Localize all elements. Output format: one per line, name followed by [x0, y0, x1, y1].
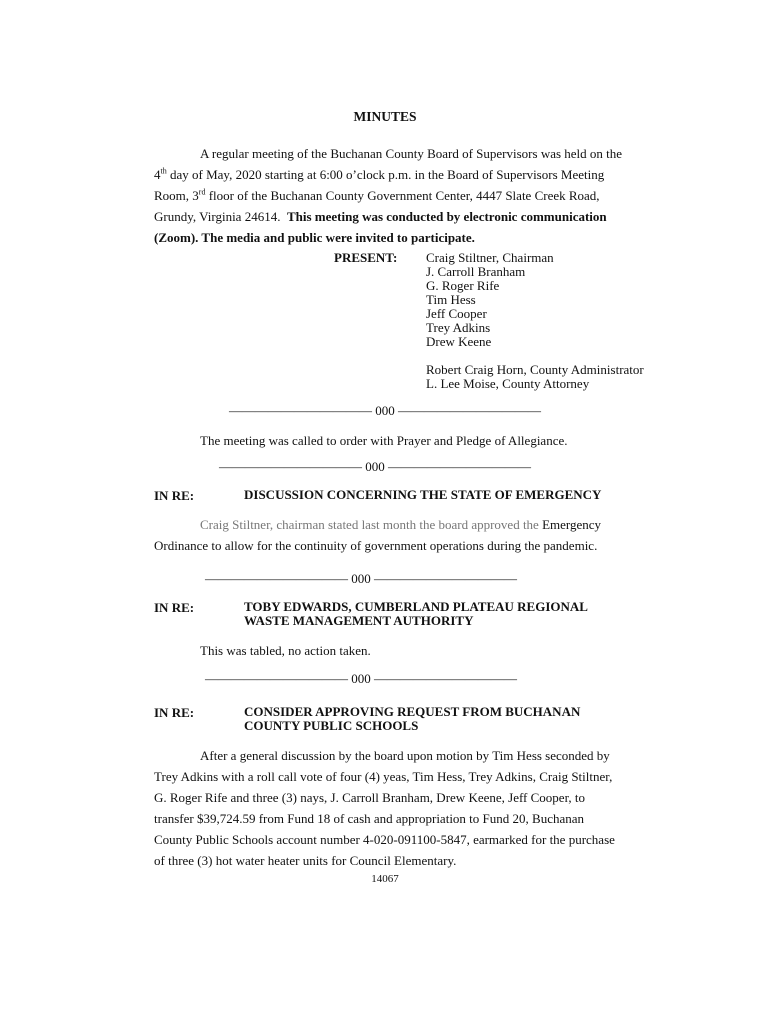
item-heading: [244, 600, 684, 628]
call-to-order-text: The meeting was called to order with Prayer and Pledge of Allegiance.: [200, 433, 568, 448]
section-separator: ——————————— 000 ———————————: [229, 403, 541, 418]
present-staff: Robert Craig Horn, County Administrator: [426, 362, 644, 377]
section-separator: ——————————— 000 ———————————: [205, 671, 517, 686]
item-body-line: County Public Schools account number 4-020-091100-5847, earmarked for the purchase: [154, 832, 615, 847]
section-separator: ——————————— 000 ———————————: [205, 571, 517, 586]
present-members-list: [426, 251, 554, 349]
intro-line-5: (Zoom). The media and public were invited to participate.: [154, 230, 475, 245]
item-body-text: Craig Stiltner, chairman stated last month the board approved the: [200, 517, 543, 532]
item-body: [154, 745, 692, 871]
intro-day: 4: [154, 167, 161, 182]
item-body-line: of three (3) hot water heater units for Council Elementary.: [154, 853, 457, 868]
item-heading-line: CONSIDER APPROVING REQUEST FROM BUCHANAN: [244, 704, 581, 719]
present-staff-list: [426, 363, 644, 391]
present-member: G. Roger Rife: [426, 278, 500, 293]
present-member: Jeff Cooper: [426, 306, 487, 321]
item-body-line: transfer $39,724.59 from Fund 18 of cash and appropriation to Fund 20, Buchanan: [154, 811, 585, 826]
intro-paragraph: [154, 143, 692, 248]
intro-floor-suffix: rd: [198, 187, 206, 197]
item-heading-line: WASTE MANAGEMENT AUTHORITY: [244, 613, 474, 628]
item-body-line: After a general discussion by the board upon motion by Tim Hess seconded by: [200, 748, 610, 763]
item-body-line: Trey Adkins with a roll call vote of four (4) yeas, Tim Hess, Trey Adkins, Craig Stiltner,: [154, 769, 613, 784]
present-member: Craig Stiltner, Chairman: [426, 250, 554, 265]
item-label: IN RE:: [154, 705, 195, 720]
present-member: Trey Adkins: [426, 320, 491, 335]
item-body-line-1: [154, 514, 692, 535]
item-body-line: G. Roger Rife and three (3) nays, J. Carroll Branham, Drew Keene, Jeff Cooper, to: [154, 790, 585, 805]
intro-address: Grundy, Virginia 24614.: [154, 209, 287, 224]
intro-line-2-text: day of May, 2020 starting at 6:00 o’clock p.m. in the Board of Supervisors Meeting: [166, 167, 605, 182]
item-label: IN RE:: [154, 488, 195, 503]
item-heading-line: COUNTY PUBLIC SCHOOLS: [244, 718, 419, 733]
intro-line-4: [154, 206, 692, 227]
present-member: J. Carroll Branham: [426, 264, 526, 279]
item-heading: DISCUSSION CONCERNING THE STATE OF EMERGENCY: [244, 487, 602, 502]
page-title: MINUTES: [353, 109, 417, 124]
intro-line-1: A regular meeting of the Buchanan County Board of Supervisors was held on the: [200, 146, 623, 161]
item-body: [154, 640, 692, 661]
page-number: 14067: [371, 873, 399, 885]
intro-line-2: [154, 164, 692, 185]
present-staff: L. Lee Moise, County Attorney: [426, 376, 590, 391]
intro-line-3: [154, 185, 692, 206]
intro-zoom-notice: This meeting was conducted by electronic communication: [286, 209, 607, 224]
present-label: PRESENT:: [334, 250, 398, 265]
present-member: Tim Hess: [426, 292, 476, 307]
item-body-text: Emergency: [542, 517, 602, 532]
intro-room: Room, 3: [154, 188, 199, 203]
item-label: IN RE:: [154, 600, 195, 615]
item-heading: [244, 705, 684, 733]
item-body: [154, 514, 692, 556]
item-body-line-2: Ordinance to allow for the continuity of government operations during the pandemic.: [154, 538, 598, 553]
intro-day-suffix: th: [160, 166, 167, 176]
item-body-line-1: This was tabled, no action taken.: [200, 643, 371, 658]
section-separator: ——————————— 000 ———————————: [219, 459, 531, 474]
item-heading-line: TOBY EDWARDS, CUMBERLAND PLATEAU REGIONAL: [244, 599, 588, 614]
present-member: Drew Keene: [426, 334, 492, 349]
intro-line-3-text: floor of the Buchanan County Government Center, 4447 Slate Creek Road,: [205, 188, 600, 203]
call-to-order: [154, 430, 692, 451]
